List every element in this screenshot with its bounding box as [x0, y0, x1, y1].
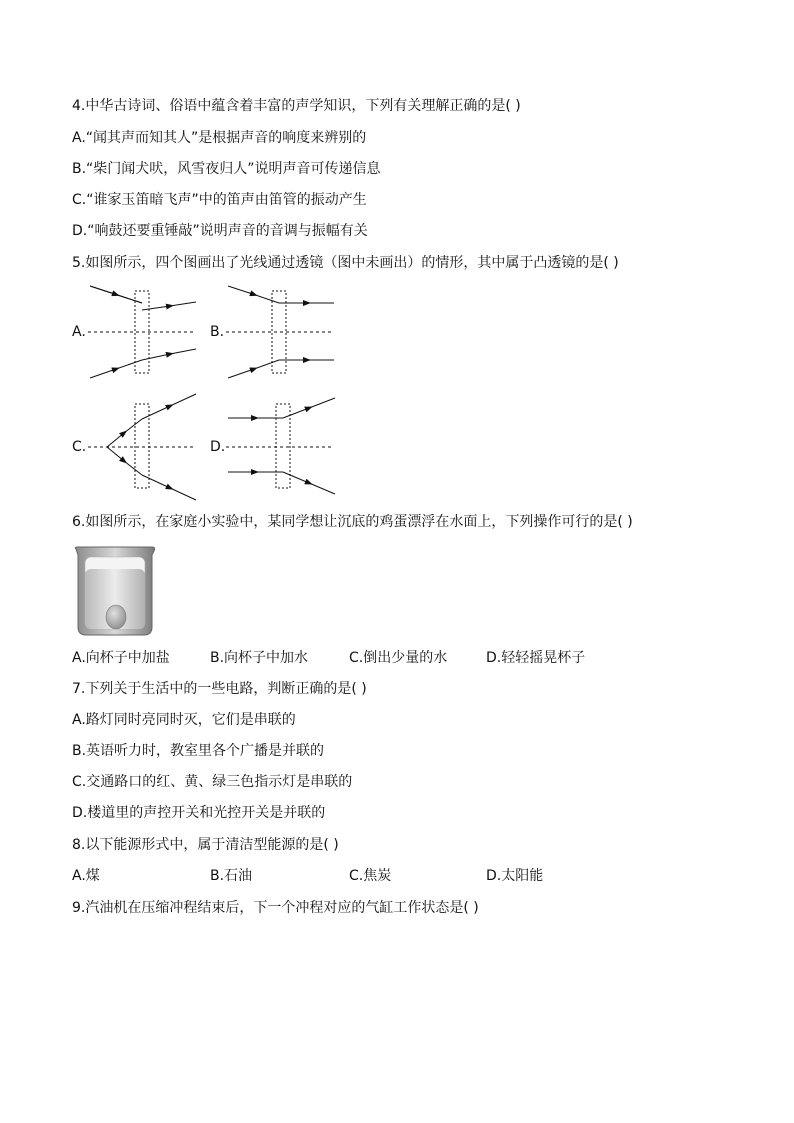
q5-figure-label-d: D.: [210, 439, 226, 455]
q7-option-d: D.楼道里的声控开关和光控开关是并联的: [72, 805, 326, 821]
q5-stem: 5.如图所示，四个图画出了光线通过透镜（图中未画出）的情形，其中属于凸透镜的是( ): [72, 255, 619, 271]
q8-option-c: C.焦炭: [349, 868, 392, 884]
q5-figure-label-c: C.: [72, 439, 87, 455]
q5-figure-b: [226, 286, 334, 378]
q4-option-b: B.“柴门闻犬吠，风雪夜归人”说明声音可传递信息: [72, 161, 381, 177]
q4-stem: 4.中华古诗词、俗语中蕴含着丰富的声学知识，下列有关理解正确的是( ): [72, 98, 521, 114]
q6-option-a: A.向杯子中加盐: [72, 650, 170, 666]
q7-stem: 7.下列关于生活中的一些电路，判断正确的是( ): [72, 681, 367, 697]
q8-option-b: B.石油: [210, 868, 253, 884]
q6-stem: 6.如图所示，在家庭小实验中，某同学想让沉底的鸡蛋漂浮在水面上，下列操作可行的是( ): [72, 514, 633, 530]
q4-option-d: D.“响鼓还要重锤敲”说明声音的音调与振幅有关: [72, 223, 368, 239]
q7-option-a: A.路灯同时亮同时灭，它们是串联的: [72, 712, 296, 728]
q5-figure-label-b: B.: [210, 324, 225, 340]
q5-figure-label-a: A.: [72, 324, 86, 340]
q7-option-c: C.交通路口的红、黄、绿三色指示灯是串联的: [72, 774, 353, 790]
q6-option-c: C.倒出少量的水: [349, 650, 448, 666]
q8-stem: 8.以下能源形式中，属于清洁型能源的是( ): [72, 837, 339, 853]
q5-figure-c: [88, 394, 196, 500]
q7-option-b: B.英语听力时，教室里各个广播是并联的: [72, 743, 325, 759]
beaker-with-egg-icon: [74, 545, 156, 637]
q6-option-d: D.轻轻摇晃杯子: [486, 650, 586, 666]
q5-figure-a: [88, 286, 196, 378]
q4-option-a: A.“闻其声而知其人”是根据声音的响度来辨别的: [72, 130, 367, 146]
q4-option-c: C.“谁家玉笛暗飞声”中的笛声由笛管的振动产生: [72, 192, 367, 208]
q8-option-a: A.煤: [72, 868, 100, 884]
q8-option-d: D.太阳能: [486, 868, 544, 884]
q6-option-b: B.向杯子中加水: [210, 650, 309, 666]
q5-figure-d: [226, 398, 335, 494]
q9-stem: 9.汽油机在压缩冲程结束后，下一个冲程对应的气缸工作状态是( ): [72, 900, 479, 916]
